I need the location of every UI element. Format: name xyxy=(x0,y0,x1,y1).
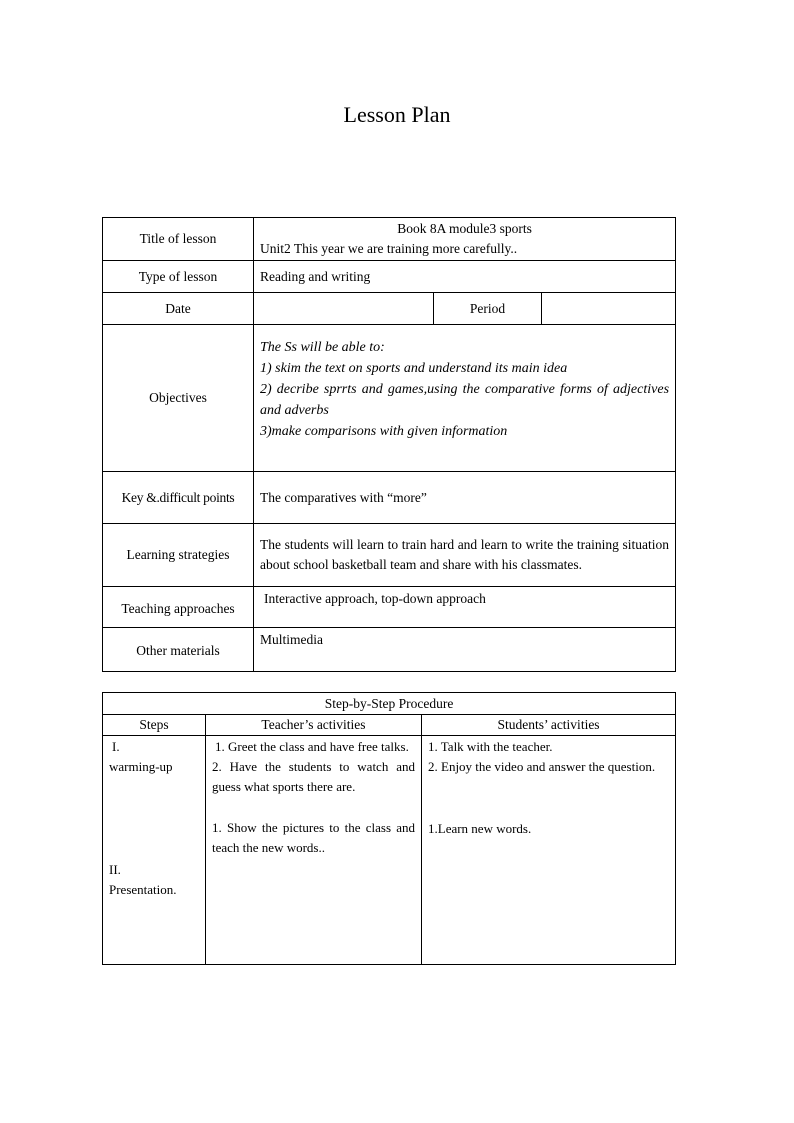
materials-label: Other materials xyxy=(103,628,254,672)
page-title: Lesson Plan xyxy=(343,102,451,127)
step-number: II. xyxy=(109,862,121,877)
student-activity: 1.Learn new words. xyxy=(428,821,532,836)
row-strategies xyxy=(103,524,676,587)
teacher-activity: 1. Greet the class and have free talks. xyxy=(215,739,409,754)
procedure-header-row xyxy=(103,693,676,715)
title-line1: Book 8A module3 sports xyxy=(397,221,532,236)
col-steps: Steps xyxy=(103,715,206,736)
date-value xyxy=(254,293,434,325)
key-value: The comparatives with “more” xyxy=(254,472,676,524)
teacher-activity: 2. Have the students to watch and guess what sports there are. xyxy=(212,759,415,794)
type-label: Type of lesson xyxy=(103,261,254,293)
row-title xyxy=(103,218,676,261)
row-objectives xyxy=(103,325,676,472)
step-number: I. xyxy=(112,739,120,754)
col-teacher: Teacher’s activities xyxy=(206,715,422,736)
objective-line: 1) skim the text on sports and understand its main idea xyxy=(260,361,568,376)
lesson-info-table xyxy=(102,217,676,672)
row-approaches xyxy=(103,587,676,628)
key-label: Key &.difficult points xyxy=(103,472,254,524)
row-materials xyxy=(103,628,676,672)
approaches-value: Interactive approach, top-down approach xyxy=(254,587,676,628)
objectives-value xyxy=(254,325,676,472)
period-label: Period xyxy=(434,293,542,325)
title-label: Title of lesson xyxy=(103,218,254,261)
procedure-columns-row xyxy=(103,715,676,736)
objective-line: 2) decribe sprrts and games,using the comparative forms of adjectives and adverbs xyxy=(260,382,670,418)
materials-value: Multimedia xyxy=(254,628,676,672)
objective-line: 3)make comparisons with given information xyxy=(260,424,508,439)
row-date xyxy=(103,293,676,325)
objective-line: The Ss will be able to: xyxy=(260,340,385,355)
student-activity: 2. Enjoy the video and answer the question. xyxy=(428,759,656,774)
step-name: warming-up xyxy=(109,759,173,774)
period-value xyxy=(542,293,676,325)
procedure-table xyxy=(102,692,676,965)
col-students: Students’ activities xyxy=(422,715,676,736)
objectives-label: Objectives xyxy=(103,325,254,472)
procedure-body-row xyxy=(103,736,676,965)
title-value xyxy=(254,218,676,261)
strategies-value: The students will learn to train hard and learn to write the training situation about school basketball team and share with his classmates. xyxy=(254,524,676,587)
approaches-label: Teaching approaches xyxy=(103,587,254,628)
row-type xyxy=(103,261,676,293)
step-name: Presentation. xyxy=(109,882,177,897)
type-value: Reading and writing xyxy=(254,261,676,293)
student-activity: 1. Talk with the teacher. xyxy=(428,739,553,754)
title-line2: Unit2 This year we are training more carefully.. xyxy=(260,241,518,256)
students-cell xyxy=(422,736,676,965)
teacher-activity: 1. Show the pictures to the class and teach the new words.. xyxy=(212,820,415,855)
teacher-cell xyxy=(206,736,422,965)
steps-cell xyxy=(103,736,206,965)
procedure-header: Step-by-Step Procedure xyxy=(103,693,676,715)
row-key-points xyxy=(103,472,676,524)
strategies-label: Learning strategies xyxy=(103,524,254,587)
date-label: Date xyxy=(103,293,254,325)
